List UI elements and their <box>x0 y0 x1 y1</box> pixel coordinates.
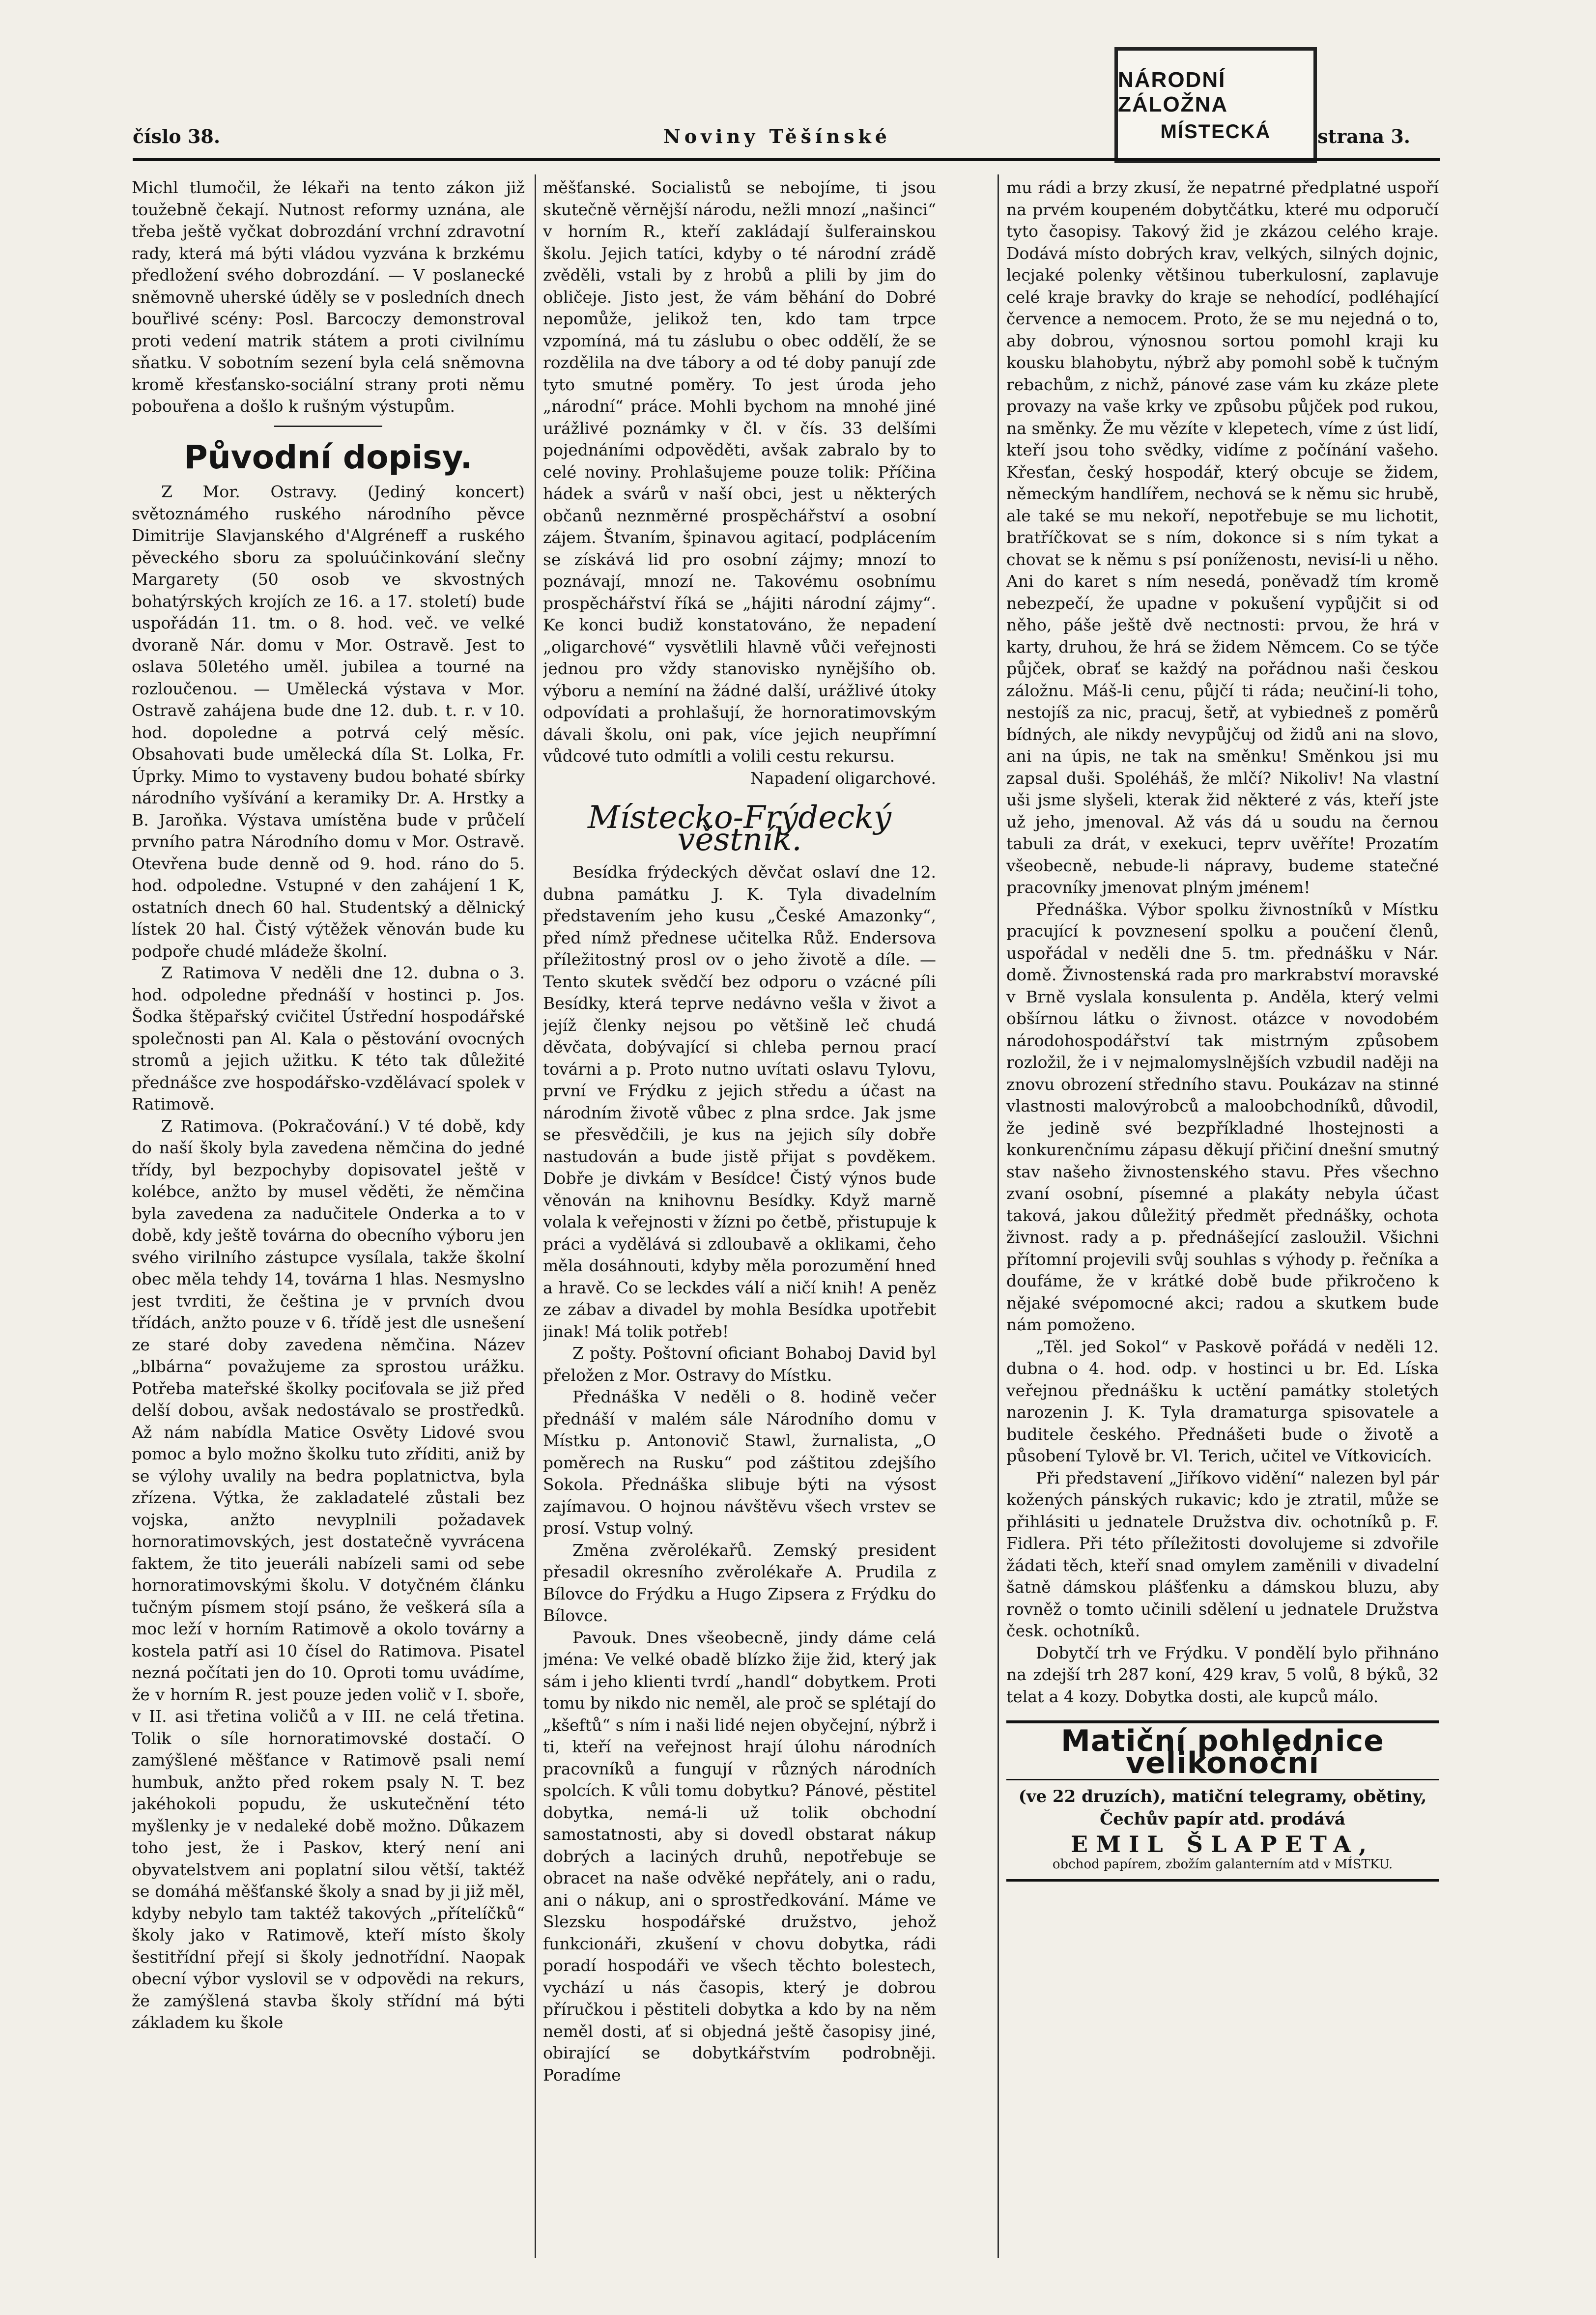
article-paragraph: Dobytčí trh ve Frýdku. V pondělí bylo přihnáno na zdejší trh 287 koní, 429 krav, 5 volů, 8 býků, 32 telat a 4 kozy. Dobytka dosti, ale kupců málo. <box>1006 1643 1439 1706</box>
column-1 <box>132 177 525 2256</box>
article-paragraph: Změna zvěrolékařů. Zemský president přesadil okresního zvěrolékaře A. Prudila z Bílovce do Frýdku a Hugo Zipsera z Frýdku do Bílovce. <box>543 1540 936 1625</box>
ad-text: (ve 22 druzích), matiční telegramy, obětiny, Čechův papír atd. prodává <box>1018 1787 1427 1829</box>
advertisement <box>1006 1720 1439 1882</box>
stamp-line-1: NÁRODNÍ ZÁLOŽNA <box>1118 67 1228 116</box>
page-header <box>133 125 1410 155</box>
article-paragraph: Přednáška. Výbor spolku živnostníků v Místku pracující k povznesení spolku a poučení členů, uspořádal v neděli dne 5. tm. přednášku v Nár. domě. Živnostenská rada pro markrabství moravské v Brně vyslala konsulenta p. Anděla, který velmi obšírnou látku o živnost. otázce v novodobém národohospodářství tak mistrným způsobem rozložil, že i v nejmalomyslnějších vzbudil naději na znovu obrození středního stavu. Poukázav na stinné vlastnosti malovýrobců a maloobchodníků, důvodil, že jedině své bezpříkladné lhostejnosti a konkurenčnímu zápasu děkují přičiní dnešní smutný stav našeho živnostenského stavu. Přes všechno zvaní osobní, písemné a plakáty nebyla účast taková, jakou důležitý předmět přednášky, ochota živnost. rady a p. přednášející zasloužil. Všichni přítomní projevili svůj souhlas s výhody p. řečníka a doufáme, že v krátké době bude přikročeno k nějaké svépomocné akci; radou a skutkem bude nám pomoženo. <box>1006 899 1439 1334</box>
article-paragraph: Z Ratimova V neděli dne 12. dubna o 3. hod. odpoledne přednáší v hostinci p. Jos. Šodka štěpařský cvičitel Ústřední hospodářské společnosti pan Al. Kala o pěstování ovocných stromů a jejich užitku. K této tak důležité přednášce zve hospodářsko-vzdělávací spolek v Ratimově. <box>132 963 525 1114</box>
header-rule <box>133 158 1440 161</box>
section-title-mistecko-frydecky-vestnik: Místecko-Frýdecký věstník. <box>588 800 891 858</box>
article-paragraph: „Těl. jed Sokol“ v Paskově pořádá v neděli 12. dubna o 4. hod. odp. v hostinci u br. Ed. Líska veřejnou přednášku k uctění památky stoletých narozenin J. K. Tyla dramaturga spisovatele a buditele českého. Přednášeti bude o životě a působení Tylově br. Vl. Terich, učitel ve Vítkovicích. <box>1006 1337 1439 1465</box>
section-title-puvodni-dopisy: Původní dopisy. <box>184 438 473 476</box>
article-paragraph: Besídka frýdeckých děvčat oslaví dne 12. dubna památku J. K. Tyla divadelním představením jeho kusu „České Amazonky“, před nímž přednese učitelka Růž. Endersova příležitostný prosl ov o jeho životě a díle. — Tento skutek svědčí bez odporu o vzácné píli Besídky, která teprve nedávno vešla v život a jejíž členky nejsou po většině leč chudá děvčata, dobývající si chleba pernou prací továrni a p. Proto nutno uvítati oslavu Tylovu, první ve Frýdku z jejich středu a účast na národním životě vůbec z plna srdce. Jak jsme se přesvědčili, je kus na jejich síly dobře nastudován a bude jistě přijat s povděkem. Dobře je divkám v Besídce! Čistý výnos bude věnován na knihovnu Besídky. Když marně volala k veřejnosti v žízni po četbě, přistupuje k práci a vydělává si zdloubavě a oklikami, čeho měla dosáhnouti, kdyby měla porozumění hned a hravě. Co se leckdes válí a ničí knih! A peněz ze zábav a divadel by mohla Besídka upotřebit jinak! Má tolik potřeb! <box>543 862 936 1341</box>
article-paragraph: Z Ratimova. (Pokračování.) V té době, kdy do naší školy byla zavedena němčina do jedné třídy, byl bezpochyby dopisovatel ještě v kolébce, anžto by musel věděti, že němčina byla zavedena za nadučitele Onderka a to v době, kdy ještě továrna do obecního výboru jen svého virilního zástupce vysílala, takže školní obec měla tehdy 14, továrna 1 hlas. Nesmyslno jest tvrditi, že čeština je v prvních dvou třídách, anžto pouze v 6. třídě jest dle usnešení ze staré doby zavedena němčina. Název „blbárna“ považujeme za sprostou urážku. Potřeba mateřské školky pociťovala se již před delší dobou, avšak nedostávalo se prostředků. Až nám nabídla Matice Osvěty Lidové svou pomoc a bylo možno školku tuto zříditi, aniž by se výlohy uvalily na bedra poplatnictva, byla zřízena. Výtka, že zakladatelé zůstali bez vojska, anžto nevyplnili požadavek hornoratimovských, jest dostatečně vyvrácena faktem, že tito jeueráli nabízeli sami od sebe hornoratimovskými školu. V dotyčném článku tučným písmem stojí psáno, že veškerá síla a moc leží v horním Ratimově a okolo továrny a kostela patří asi 10 čísel do Ratimova. Pisatel nezná počítati jen do 10. Oproti tomu uvádíme, že v horním R. jest pouze jeden volič v I. sboře, v II. asi třetina voličů a v III. ne celá třetina. Tolik o síle hornoratimovské dostačí. O zamýšlené měšťance v Ratimově psali nemí humbuk, anžto před rokem psaly N. T. bez jakéhokoli popudu, že uskutečnění této myšlenky je v nedaleké době možno. Důkazem toho jest, že i Paskov, který není ani obyvatelstvem ani poplatní silou větší, taktéž se domáhá měšťanské školy a snad by ji již měl, kdyby nebylo tam taktéž takových „přítelíčků“ školy jako v Ratimově, kteří místo školy šestitřídní přejí si školy jednotřídní. Naopak obecní výbor vyslovil se v odpovědi na rekurs, že zamýšlená stavba školy střídní má býti základem ku škole <box>132 1116 525 2032</box>
article-paragraph: měšťanské. Socialistů se nebojíme, ti jsou skutečně věrnější národu, nežli mnozí „našinci“ v horním R., kteří zakládají šulferainskou školu. Jejich tatíci, kdyby o té národní zrádě zvěděli, vstali by z hrobů a plili by jim do obličeje. Jisto jest, že vám běhání do Dobré nepomůže, jelikož ten, kdo tam trpce vzpomíná, má tu záslubu o obec oddělí, že se rozdělila na dve tábory a od té doby panují zde tyto smutné poměry. To jest úroda jeho „národní“ práce. Mohli bychom na mnohé jiné urážlivé poznámky v čl. v čís. 33 delšími pojednáními odpověděti, avšak zabralo by to celé noviny. Prohlašujeme pouze tolik: Příčina hádek a svárů v naší obci, jest u některých občanů neznměrné prospěchářství a osobní zájem. Štvaním, špinavou agitací, podplácením se získává lid pro osobní zájmy; mnozí to poznávají, mnozí ne. Takovému osobnímu prospěchářství říká se „hájiti národní zájmy“. Ke konci budiž konstatováno, že nepadení „oligarchové“ vysvětlili hlavně vůči veřejnosti jednou pro vždy stanovisko nynějšího ob. výboru a nemíní na žádné další, urážlivé útoky odpovídati a prohlašují, že hornoratimovským dávali školu, oni pak, více jejich neupřímní vůdcové tuto odmítli a volili cestu rekursu. <box>543 178 936 766</box>
article-paragraph: Při představení „Jiříkovo vidění“ nalezen byl pár kožených pánských rukavic; kdo je ztratil, může se přihlásiti u jednatele Družstva div. ochotníků p. F. Fidlera. Při této příležitosti dovolujeme si zdvořile žádati těch, kteří snad omylem zaměnili v divadelní šatně dámskou plášťenku a dámskou bluzu, aby rovněž o tomto učinili sdělení u jednatele Družstva česk. ochotníků. <box>1006 1468 1439 1640</box>
stamp-line-2: MÍSTECKÁ <box>1160 120 1271 143</box>
column-divider-1 <box>535 174 536 2258</box>
page-number: strana 3. <box>1317 125 1410 147</box>
article-paragraph: Přednáška V neděli o 8. hodině večer přednáší v malém sále Národního domu v Místku p. Antonovič Stawl, žurnalista, „O poměrech na Rusku“ pod záštitou zdejšího Sokola. Přednáška slibuje býti na výsost zajímavou. O hojnou návštěvu všech vrstev se prosí. Vstup volný. <box>543 1387 936 1538</box>
ad-title: Matiční pohlednice velikonoční <box>1006 1730 1439 1780</box>
issue-number: číslo 38. <box>133 125 221 147</box>
column-3 <box>1006 177 1439 2256</box>
column-2 <box>543 177 936 2256</box>
article-paragraph: Pavouk. Dnes všeobecně, jindy dáme celá jména: Ve velké obadě blízko žije žid, který jak sám i jeho klienti tvrdí „handl“ dobytkem. Proti tomu by nikdo nic neměl, ale proč se splétají do „kšeftů“ s ním i naši lidé nejen obyčejní, nýbrž i ti, kteří na veřejnost hrají úlohu národních pracovníků a fungují v různých národních spolcích. K vůli tomu dobytku? Pánové, pěstitel dobytka, nemá-li už tolik obchodní samostatnosti, aby si dovedl obstarat nákup dobrých a laciných druhů, nepotřebuje se obracet na naše odvěké nepřátely, ani o radu, ani o nákup, ani o sprostředkování. Máme ve Slezsku hospodářské družstvo, jehož funkcionáři, zkušení v chovu dobytka, rádi poradí hospodáři ve všech těchto bolestech, vychází u nás časopis, který je dobrou příručkou i pěstiteli dobytka a kdo by na něm neměl dosti, ať si objedná ještě časopisy jiné, obirající se dobytkářstvím podrobněji. Poradíme <box>543 1628 936 2085</box>
article-paragraph: Z pošty. Poštovní oficiant Bohaboj David byl přeložen z Mor. Ostravy do Místku. <box>543 1343 936 1385</box>
newspaper-title: Noviny Těšínské <box>663 125 891 147</box>
article-signature: Napadení oligarchové. <box>750 768 936 788</box>
ad-merchant-description: obchod papírem, zbožím galanterním atd v MÍSTKU. <box>1052 1857 1393 1872</box>
separator <box>274 426 382 427</box>
article-paragraph: Z Mor. Ostravy. (Jediný koncert) světoznámého ruského národního pěvce Dimitrije Slavjanského d'Algréneff a ruského pěveckého sboru za spoluúčinkování slečny Margarety (50 osob ve skvostných bohatýrských krojích ze 16. a 17. století) bude uspořádán 11. tm. o 8. hod. več. ve velké dvoraně Nár. domu v Mor. Ostravě. Jest to oslava 50letého uměl. jubilea a tourné na rozloučenou. — Umělecká výstava v Mor. Ostravě zahájena bude dne 12. dub. t. r. v 10. hod. dopoledne a potrvá celý měsíc. Obsahovati bude umělecká díla St. Lolka, Fr. Úprky. Mimo to vystaveny budou bohaté sbírky národního vyšívání a keramiky Dr. A. Hrstky a B. Jaroňka. Výstava umístěna bude v průčelí prvního patra Národního domu v Mor. Ostravě. Otevřena bude denně od 9. hod. ráno do 5. hod. odpoledne. Vstupné v den zahájení 1 K, ostatních dnech 60 hal. Studentský a dělnický lístek 20 hal. Čistý výtěžek věnován bude ku podpoře chudé mládeže školní. <box>132 482 525 961</box>
article-paragraph: mu rádi a brzy zkusí, že nepatrné předplatné uspoří na prvém koupeném dobytčátku, které mu odporučí tyto časopisy. Takový žid je zkázou celého kraje. Dodává místo dobrých krav, velkých, silných dojnic, lecjaké polenky většinou tuberkulosní, zaplavuje celé kraje bravky do kraje se nehodící, podléhající července a nemocem. Proto, že se mu nejedná o to, aby dobrou, výnosnou sortou pomohl kraji ku kousku blahobytu, nýbrž aby pomohl sobě k tučným rebachům, z nichž, pánové zase vám ku zkáze plete provazy na vaše krky ve způsobu půjček pod rukou, na směnky. Že mu vězíte v klepetech, víme z úst lidí, kteří jsou toho svědky, vidíme z počínání vašeho. Křesťan, český hospodář, který obcuje se židem, německým handlířem, nechová se k němu sic hrubě, ale také se mu nekoří, nepotřebuje se mu lichotit, bratříčkovat se s ním, dokonce si s ním tykat a chovat se k němu s psí poníženostı, nevisí-li u něho. Ani do karet s ním nesedá, poněvadž tím kromě nebezpečí, že upadne v pokušení vypůjčit si od něho, páše ještě dvě nectnosti: prvou, že hrá v karty, druhou, že hrá se židem Němcem. Co se týče půjček, obrať se každý na pořádnou naši českou záložnu. Máš-li cenu, půjčí ti ráda; neučiní-li toho, nestojíš za nic, pracuj, šetř, at vybiedneš z poměrů bídných, ale nikdy nevypůjčuj od židů ani na slovo, ani na úpis, ne tak na směnku! Směnkou jsi mu zapsal duši. Spoléháš, že mlčí? Nikoliv! Na vlastní uši jsme slyšeli, kterak žid některé z vás, kteří jste už jeho, jmenoval. Až vás dá u soudu na černou tabuli za drát, v exekuci, teprv uvěříte! Prozatím všeobecně, nebude-li nápravy, budeme statečné pracovníky jmenovat plným jménem! <box>1006 178 1439 897</box>
column-divider-2 <box>998 174 999 2258</box>
article-paragraph: Michl tlumočil, že lékaři na tento zákon již toužebně čekají. Nutnost reformy uznána, ale třeba ještě vyčkat dobrozdání vrchní zdravotní rady, která má býti vládou vyzvána k brzkému předložení svého dobrozdání. — V poslanecké sněmovně uherské úděly se v posledních dnech bouřlivé scény: Posl. Barcoczy demonstroval proti vedení matrik státem a proti civilnímu sňatku. V sobotním sezení byla celá sněmovna kromě křesťansko-sociální strany proti němu pobouřena a došlo k rušným výstupům. <box>132 178 525 416</box>
ad-merchant-name: EMIL ŠLAPETA, <box>1070 1831 1375 1858</box>
ad-bottom-rule <box>1006 1879 1439 1882</box>
